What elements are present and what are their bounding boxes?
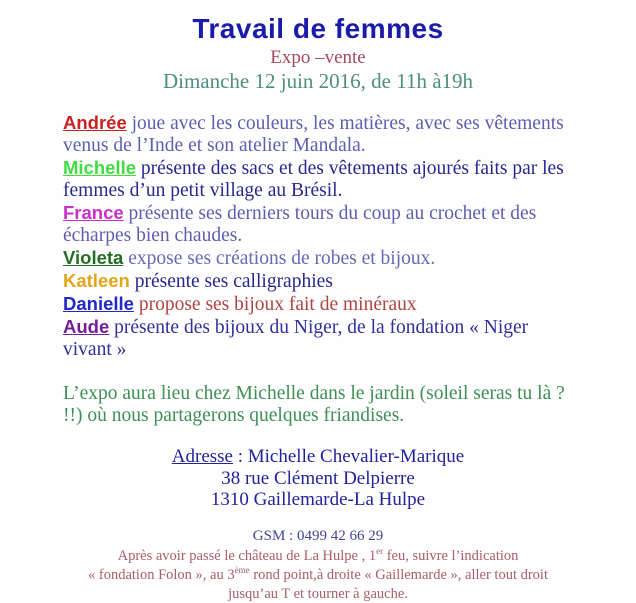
page-title: Travail de femmes — [192, 13, 444, 44]
exhibitor-row — [63, 112, 570, 157]
exhibitor-name: Violeta — [63, 247, 124, 268]
address-line-3: 1310 Gaillemarde-La Hulpe — [210, 489, 426, 510]
exhibitor-description: joue avec les couleurs, les matières, avec ses vêtements venus de l’Inde et son atelier Mandala. — [63, 113, 564, 156]
event-subtitle: Expo –vente — [270, 47, 366, 68]
exhibitor-row — [63, 270, 570, 293]
exhibitor-description: expose ses créations de robes et bijoux. — [123, 248, 436, 269]
exhibitor-row — [63, 316, 570, 361]
exhibitor-description: présente des bijoux du Niger, de la fondation « Niger vivant » — [63, 317, 529, 360]
exhibitor-name: France — [63, 202, 124, 223]
exhibitor-description: propose ses bijoux fait de minéraux — [133, 294, 417, 315]
exhibitor-name: Danielle — [63, 293, 134, 314]
exhibitor-row — [63, 293, 570, 316]
exhibitor-row — [63, 247, 570, 270]
address-name: : Michelle Chevalier-Marique — [232, 446, 465, 467]
exhibitor-name: Michelle — [63, 157, 136, 178]
directions-line-1: Après avoir passé le château de La Hulpe , 1er feu, suivre l’indication — [117, 545, 519, 564]
exhibitor-name: Aude — [63, 316, 110, 337]
directions — [0, 547, 636, 603]
event-date: Dimanche 12 juin 2016, de 11h à19h — [162, 69, 474, 93]
address-line-2: 38 rue Clément Delpierre — [221, 467, 415, 489]
address-block — [0, 446, 636, 511]
exhibitor-list — [63, 112, 570, 361]
gsm-number: GSM : 0499 42 66 29 — [252, 527, 384, 544]
address-line-1 — [0, 446, 636, 468]
exhibitor-description: présente des sacs et des vêtements ajourés faits par les femmes d’un petit village au Brésil. — [63, 158, 564, 201]
flyer-header — [0, 0, 636, 93]
exhibitor-name: Katleen — [63, 270, 130, 291]
exhibitor-row — [63, 202, 570, 247]
ordinal-superscript: ème — [234, 564, 250, 575]
venue-note: L’expo aura lieu chez Michelle dans le jardin (soleil seras tu là ? !!) où nous partagerons quelques friandises. — [63, 383, 565, 426]
exhibitor-row — [63, 157, 570, 202]
directions-line-2: « fondation Folon », au 3ème rond point,à droite « Gaillemarde », aller tout droit — [88, 564, 548, 583]
exhibitor-description: présente ses calligraphies — [129, 271, 333, 292]
directions-line-3: jusqu’au T et tourner à gauche. — [228, 585, 408, 602]
address-label: Adresse — [171, 446, 233, 467]
exhibitor-description: présente ses derniers tours du coup au crochet et des écharpes bien chaudes. — [63, 203, 537, 246]
ordinal-superscript: er — [376, 545, 384, 556]
exhibitor-name: Andrée — [63, 112, 127, 133]
